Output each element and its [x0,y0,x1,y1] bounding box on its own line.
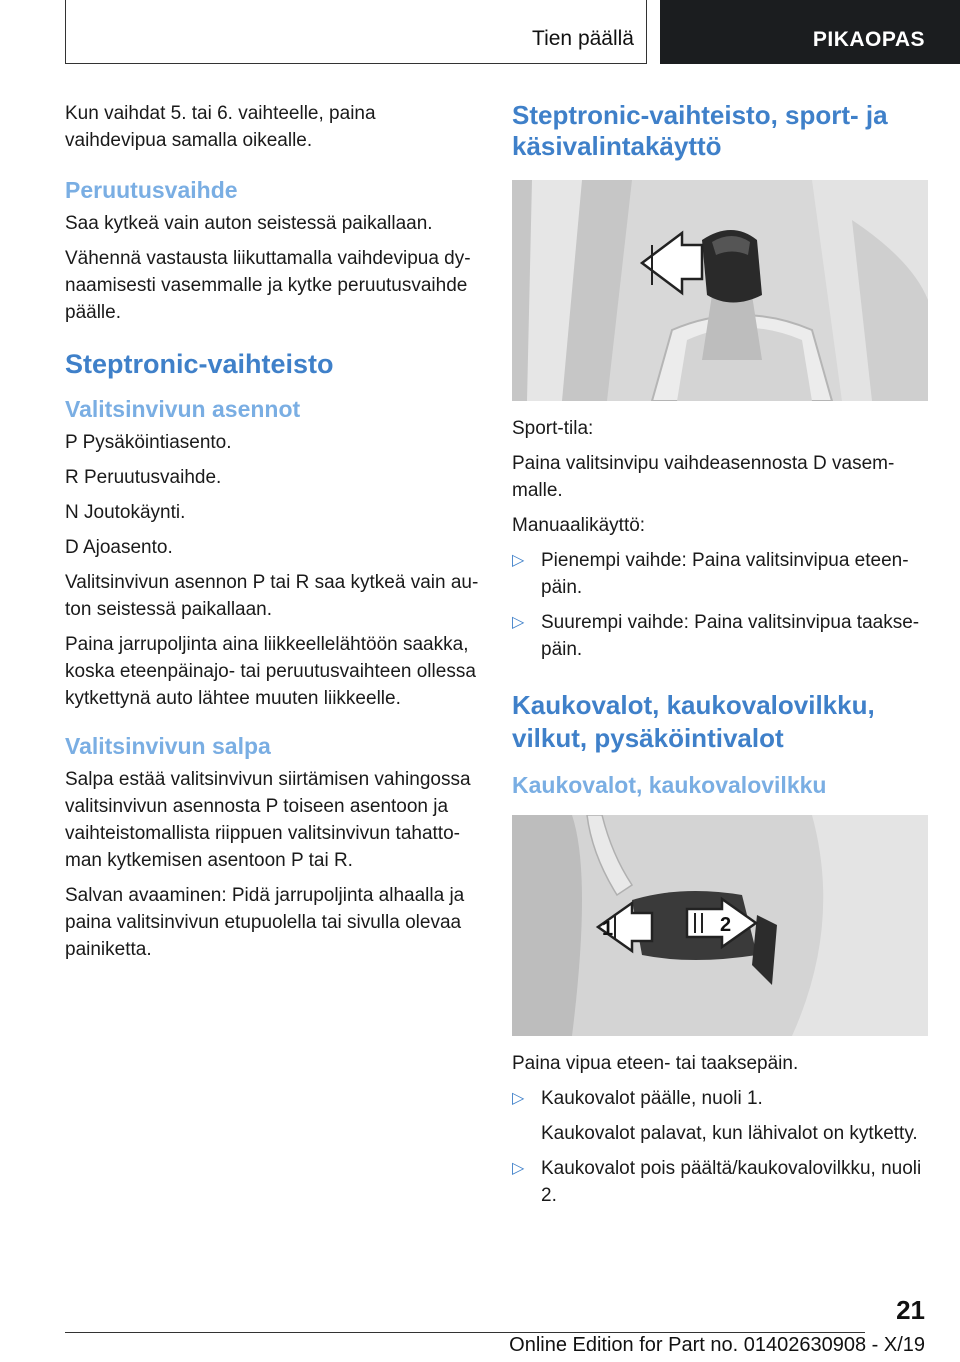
list-item: ▷ Kaukovalot pois päältä/kaukovalovilkku, nuoli 2. [512,1155,930,1209]
right-column [512,100,930,1217]
lock-paragraph-1: Salpa estää valitsinvivun siirtämisen vahingossa valitsinvivun asennosta P toiseen asentoon ja vaihteistomallista riippuen valitsinvivun tahattoman kytkemisen asentoon P tai R. [65,769,471,871]
triangle-bullet-icon: ▷ [512,614,525,631]
left-column [65,100,480,971]
position-n: N Joutokäynti. [65,502,186,523]
list-item-note: Kaukovalot palavat, kun lähivalot on kytketty. [541,1123,918,1144]
triangle-bullet-icon: ▷ [512,552,525,569]
light-lever-drawing [512,815,928,1036]
manual-list [512,547,930,663]
heading-steptronic: Steptronic-vaihteisto [65,349,334,379]
position-r: R Peruutusvaihde. [65,467,222,488]
heading-sport: Steptronic-vaihteisto, sport- ja käsivalintakäyttö [512,100,888,161]
heading-highbeam: Kaukovalot, kaukovalovilkku [512,772,827,798]
gear-lever-drawing [512,180,928,401]
heading-lights: Kaukovalot, kaukovalovilkku, vilkut, pysäköintivalot [512,690,875,753]
position-d: D Ajoasento. [65,537,173,558]
arrow-1-label: 1 [602,918,614,940]
footer-divider [65,1332,865,1333]
heading-lock: Valitsinvivun salpa [65,733,271,759]
page-number: 21 [896,1295,925,1325]
sport-label: Sport-tila: [512,418,594,439]
header-tab-label: PIKAOPAS [812,28,925,51]
list-item: ▷ Kaukovalot päälle, nuoli 1. Kaukovalot palavat, kun lähivalot on kytketty. [512,1085,930,1147]
light-lever-illustration [512,815,928,1036]
list-item: ▷ Pienempi vaihde: Paina valitsinvipua eteenpäin. [512,547,930,601]
reverse-paragraph-1: Saa kytkeä vain auton seistessä paikallaan. [65,213,433,234]
position-p: P Pysäköintiasento. [65,432,232,453]
list-item: ▷ Suurempi vaihde: Paina valitsinvipua taaksepäin. [512,609,930,663]
header-tab[interactable] [660,0,960,64]
header-frame [65,0,647,64]
triangle-bullet-icon: ▷ [512,1160,525,1177]
gear-lever-illustration [512,180,928,401]
positions-paragraph-1: Valitsinvivun asennon P tai R saa kytkeä vain auton seistessä paikallaan. [65,572,479,620]
triangle-bullet-icon: ▷ [512,1090,525,1107]
heading-positions: Valitsinvivun asennot [65,396,301,422]
heading-reverse: Peruutusvaihde [65,177,238,203]
intro-paragraph: Kun vaihdat 5. tai 6. vaihteelle, paina vaihdevipua samalla oikealle. [65,103,376,151]
lock-paragraph-2: Salvan avaaminen: Pidä jarrupoljinta alhaalla ja paina valitsinvivun etupuolella tai sivulla olevaa painiketta. [65,885,465,960]
manual-label: Manuaalikäyttö: [512,515,646,536]
edition-note: Online Edition for Part no. 01402630908 - X/19 [509,1334,925,1356]
positions-paragraph-2: Paina jarrupoljinta aina liikkeellelähtöön saakka, koska eteenpäinajo- tai peruutusvaihteen ollessa kytkettynä auto lähtee muuten liikkeelle. [65,634,476,709]
arrow-2-label: 2 [720,914,732,936]
sport-paragraph: Paina valitsinvipu vaihdeasennosta D vasemmalle. [512,453,895,501]
section-title: Tien päällä [532,27,634,50]
lights-list [512,1085,930,1209]
reverse-paragraph-2: Vähennä vastausta liikuttamalla vaihdevipua dynaamisesti vasemmalle ja kytke peruutusvaihde päälle. [65,248,471,323]
lever-paragraph: Paina vipua eteen- tai taaksepäin. [512,1053,799,1074]
